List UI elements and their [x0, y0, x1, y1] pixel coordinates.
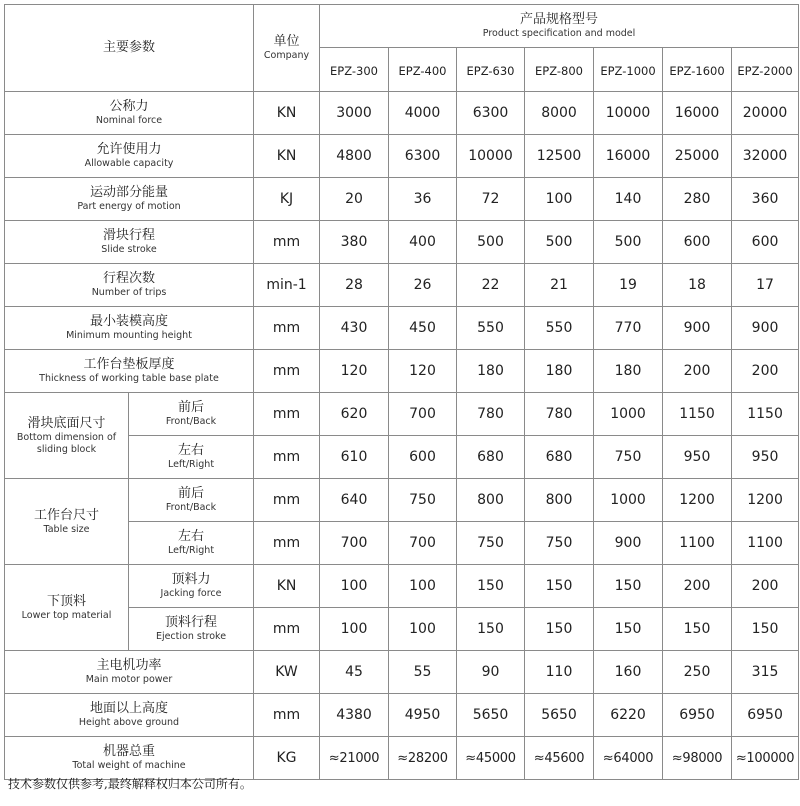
value-cell: 620 — [320, 393, 389, 436]
value-cell: 1200 — [663, 479, 732, 522]
unit-cell: KG — [254, 737, 320, 780]
param-cell — [5, 694, 254, 737]
footnote: 技术参数仅供参考,最终解释权归本公司所有。 — [8, 777, 252, 791]
value-cell: 1200 — [732, 479, 799, 522]
value-cell: 315 — [732, 651, 799, 694]
value-cell: 680 — [457, 436, 525, 479]
value-cell: 19 — [594, 264, 663, 307]
sub-param-cn: 前后 — [178, 486, 205, 501]
table-row — [5, 694, 799, 737]
value-cell: 3000 — [320, 92, 389, 135]
unit-cell: KN — [254, 565, 320, 608]
unit-cell: mm — [254, 221, 320, 264]
sub-param-cell — [129, 436, 254, 479]
group-cn: 工作台尺寸 — [33, 507, 99, 523]
value-cell: 150 — [457, 608, 525, 651]
value-cell: 500 — [594, 221, 663, 264]
sub-param-cn: 顶料力 — [171, 572, 211, 587]
value-cell: 6300 — [389, 135, 457, 178]
value-cell: 6300 — [457, 92, 525, 135]
table-row — [5, 479, 799, 522]
value-cell: 700 — [389, 393, 457, 436]
value-cell: 110 — [525, 651, 594, 694]
sub-param-en: Jacking force — [160, 588, 222, 599]
param-cn: 最小装模高度 — [90, 314, 169, 329]
value-cell: 400 — [389, 221, 457, 264]
value-cell: 100 — [320, 565, 389, 608]
value-cell: 640 — [320, 479, 389, 522]
value-cell: 430 — [320, 307, 389, 350]
value-cell: 700 — [389, 522, 457, 565]
sub-param-en: Front/Back — [165, 502, 217, 513]
param-en: Height above ground — [78, 717, 180, 728]
value-cell: 28 — [320, 264, 389, 307]
header-unit — [254, 5, 320, 92]
sub-param-cell — [129, 565, 254, 608]
value-cell: 750 — [389, 479, 457, 522]
value-cell: 700 — [320, 522, 389, 565]
value-cell: ≈21000 — [320, 737, 389, 780]
value-cell: 180 — [457, 350, 525, 393]
value-cell: 450 — [389, 307, 457, 350]
sub-param-cn: 左右 — [178, 443, 205, 458]
group-en: Bottom dimension of — [16, 431, 117, 443]
header-spec-en: Product specification and model — [482, 28, 636, 39]
value-cell: 1150 — [663, 393, 732, 436]
value-cell: 6950 — [732, 694, 799, 737]
value-cell: 360 — [732, 178, 799, 221]
value-cell: 550 — [525, 307, 594, 350]
sub-param-en: Left/Right — [167, 459, 215, 470]
param-cn: 主电机功率 — [96, 658, 162, 673]
header-unit-en: Company — [263, 50, 310, 61]
unit-cell: mm — [254, 522, 320, 565]
sub-param-en: Ejection stroke — [155, 631, 227, 642]
group-cell — [5, 479, 129, 565]
value-cell: 55 — [389, 651, 457, 694]
unit-cell: KN — [254, 135, 320, 178]
header-param-label: 主要参数 — [103, 40, 156, 55]
value-cell: 600 — [732, 221, 799, 264]
model-label: EPZ-630 — [466, 64, 515, 78]
value-cell: 800 — [457, 479, 525, 522]
param-cn: 行程次数 — [103, 271, 156, 286]
value-cell: 120 — [389, 350, 457, 393]
param-en: Slide stroke — [101, 244, 157, 255]
value-cell: 20 — [320, 178, 389, 221]
value-cell: 200 — [663, 350, 732, 393]
unit-cell: KW — [254, 651, 320, 694]
value-cell: 26 — [389, 264, 457, 307]
table-row — [5, 307, 799, 350]
model-label: EPZ-1000 — [600, 64, 656, 78]
param-cn: 运动部分能量 — [90, 185, 169, 200]
value-cell: 32000 — [732, 135, 799, 178]
value-cell: 600 — [389, 436, 457, 479]
model-header — [389, 48, 457, 92]
value-cell: 1150 — [732, 393, 799, 436]
value-cell: 16000 — [594, 135, 663, 178]
unit-cell: KJ — [254, 178, 320, 221]
value-cell: 100 — [389, 608, 457, 651]
value-cell: 950 — [732, 436, 799, 479]
value-cell: 600 — [663, 221, 732, 264]
value-cell: 6950 — [663, 694, 732, 737]
value-cell: 18 — [663, 264, 732, 307]
param-cn: 地面以上高度 — [90, 701, 169, 716]
param-en: Thickness of working table base plate — [39, 373, 219, 384]
value-cell: 150 — [457, 565, 525, 608]
value-cell: 780 — [457, 393, 525, 436]
table-row — [5, 350, 799, 393]
param-cell — [5, 307, 254, 350]
unit-cell: mm — [254, 307, 320, 350]
param-cell — [5, 135, 254, 178]
param-cn: 公称力 — [109, 99, 149, 114]
param-en: Total weight of machine — [72, 760, 186, 771]
value-cell: 4380 — [320, 694, 389, 737]
value-cell: 900 — [663, 307, 732, 350]
value-cell: 150 — [594, 608, 663, 651]
table-row — [5, 264, 799, 307]
value-cell: 770 — [594, 307, 663, 350]
value-cell: 10000 — [594, 92, 663, 135]
value-cell: 12500 — [525, 135, 594, 178]
table-row — [5, 135, 799, 178]
value-cell: 750 — [525, 522, 594, 565]
value-cell: 680 — [525, 436, 594, 479]
table-row — [5, 221, 799, 264]
value-cell: 380 — [320, 221, 389, 264]
value-cell: 800 — [525, 479, 594, 522]
value-cell: 280 — [663, 178, 732, 221]
sub-param-cn: 前后 — [178, 400, 205, 415]
group-cn: 滑块底面尺寸 — [27, 415, 106, 431]
param-en: Nominal force — [95, 115, 163, 126]
value-cell: 500 — [525, 221, 594, 264]
value-cell: 250 — [663, 651, 732, 694]
group-cell — [5, 393, 129, 479]
param-cn: 允许使用力 — [96, 142, 162, 157]
value-cell: 140 — [594, 178, 663, 221]
model-label: EPZ-1600 — [669, 64, 725, 78]
value-cell: 22 — [457, 264, 525, 307]
value-cell: 180 — [525, 350, 594, 393]
value-cell: 1000 — [594, 479, 663, 522]
sub-param-cn: 左右 — [178, 529, 205, 544]
sub-param-cn: 顶料行程 — [165, 615, 218, 630]
value-cell: ≈45600 — [525, 737, 594, 780]
value-cell: 45 — [320, 651, 389, 694]
sub-param-en: Left/Right — [167, 545, 215, 556]
value-cell: 100 — [525, 178, 594, 221]
param-cell — [5, 92, 254, 135]
model-header — [525, 48, 594, 92]
param-cn: 滑块行程 — [103, 228, 156, 243]
param-en: Number of trips — [91, 287, 167, 298]
unit-cell: mm — [254, 350, 320, 393]
group-cn: 下顶料 — [46, 593, 86, 609]
value-cell: 25000 — [663, 135, 732, 178]
group-en: Table size — [43, 523, 90, 535]
table-row — [5, 178, 799, 221]
param-cn: 工作台垫板厚度 — [83, 357, 175, 372]
group-en-2: sliding block — [36, 443, 97, 455]
header-spec-cn: 产品规格型号 — [520, 12, 599, 27]
model-header — [594, 48, 663, 92]
value-cell: 16000 — [663, 92, 732, 135]
value-cell: 17 — [732, 264, 799, 307]
unit-cell: mm — [254, 694, 320, 737]
table-row — [5, 651, 799, 694]
value-cell: 36 — [389, 178, 457, 221]
unit-cell: KN — [254, 92, 320, 135]
param-cell — [5, 651, 254, 694]
model-label: EPZ-300 — [330, 64, 378, 78]
value-cell: 120 — [320, 350, 389, 393]
model-header — [457, 48, 525, 92]
table-row — [5, 737, 799, 780]
model-header — [732, 48, 799, 92]
value-cell: 610 — [320, 436, 389, 479]
value-cell: 750 — [594, 436, 663, 479]
value-cell: 4000 — [389, 92, 457, 135]
sub-param-cell — [129, 479, 254, 522]
sub-param-cell — [129, 522, 254, 565]
value-cell: ≈28200 — [389, 737, 457, 780]
value-cell: 4800 — [320, 135, 389, 178]
param-en: Allowable capacity — [84, 158, 174, 169]
value-cell: 21 — [525, 264, 594, 307]
value-cell: 780 — [525, 393, 594, 436]
param-cell — [5, 264, 254, 307]
param-cell — [5, 350, 254, 393]
table-row — [5, 393, 799, 436]
group-en: Lower top material — [21, 609, 112, 621]
header-spec — [320, 5, 799, 48]
value-cell: 900 — [732, 307, 799, 350]
value-cell: 6220 — [594, 694, 663, 737]
param-cn: 机器总重 — [103, 744, 156, 759]
unit-cell: mm — [254, 608, 320, 651]
header-unit-cn: 单位 — [273, 34, 300, 49]
value-cell: 5650 — [457, 694, 525, 737]
unit-cell: mm — [254, 436, 320, 479]
value-cell: 150 — [663, 608, 732, 651]
header-param — [5, 5, 254, 92]
value-cell: 500 — [457, 221, 525, 264]
value-cell: ≈100000 — [732, 737, 799, 780]
value-cell: 100 — [320, 608, 389, 651]
param-cell — [5, 221, 254, 264]
value-cell: 950 — [663, 436, 732, 479]
value-cell: 150 — [732, 608, 799, 651]
value-cell: 750 — [457, 522, 525, 565]
unit-cell: min-1 — [254, 264, 320, 307]
spec-table — [4, 4, 799, 780]
unit-cell: mm — [254, 479, 320, 522]
model-label: EPZ-800 — [535, 64, 583, 78]
value-cell: 150 — [594, 565, 663, 608]
value-cell: 10000 — [457, 135, 525, 178]
param-en: Part energy of motion — [77, 201, 181, 212]
model-label: EPZ-400 — [398, 64, 447, 78]
value-cell: 150 — [525, 608, 594, 651]
sub-param-cell — [129, 393, 254, 436]
param-cell — [5, 737, 254, 780]
value-cell: 200 — [732, 350, 799, 393]
value-cell: 100 — [389, 565, 457, 608]
value-cell: 1100 — [663, 522, 732, 565]
value-cell: 900 — [594, 522, 663, 565]
value-cell: 200 — [732, 565, 799, 608]
sub-param-en: Front/Back — [165, 416, 217, 427]
value-cell: ≈98000 — [663, 737, 732, 780]
value-cell: 1100 — [732, 522, 799, 565]
sub-param-cell — [129, 608, 254, 651]
value-cell: 5650 — [525, 694, 594, 737]
value-cell: 180 — [594, 350, 663, 393]
unit-cell: mm — [254, 393, 320, 436]
table-row — [5, 565, 799, 608]
value-cell: ≈64000 — [594, 737, 663, 780]
value-cell: 550 — [457, 307, 525, 350]
value-cell: 200 — [663, 565, 732, 608]
model-header — [663, 48, 732, 92]
value-cell: 160 — [594, 651, 663, 694]
value-cell: 90 — [457, 651, 525, 694]
model-header — [320, 48, 389, 92]
group-cell — [5, 565, 129, 651]
value-cell: 8000 — [525, 92, 594, 135]
table-row — [5, 92, 799, 135]
value-cell: 150 — [525, 565, 594, 608]
model-label: EPZ-2000 — [737, 64, 793, 78]
param-en: Main motor power — [85, 674, 173, 685]
value-cell: 20000 — [732, 92, 799, 135]
value-cell: ≈45000 — [457, 737, 525, 780]
value-cell: 72 — [457, 178, 525, 221]
param-cell — [5, 178, 254, 221]
value-cell: 1000 — [594, 393, 663, 436]
value-cell: 4950 — [389, 694, 457, 737]
param-en: Minimum mounting height — [66, 330, 192, 341]
